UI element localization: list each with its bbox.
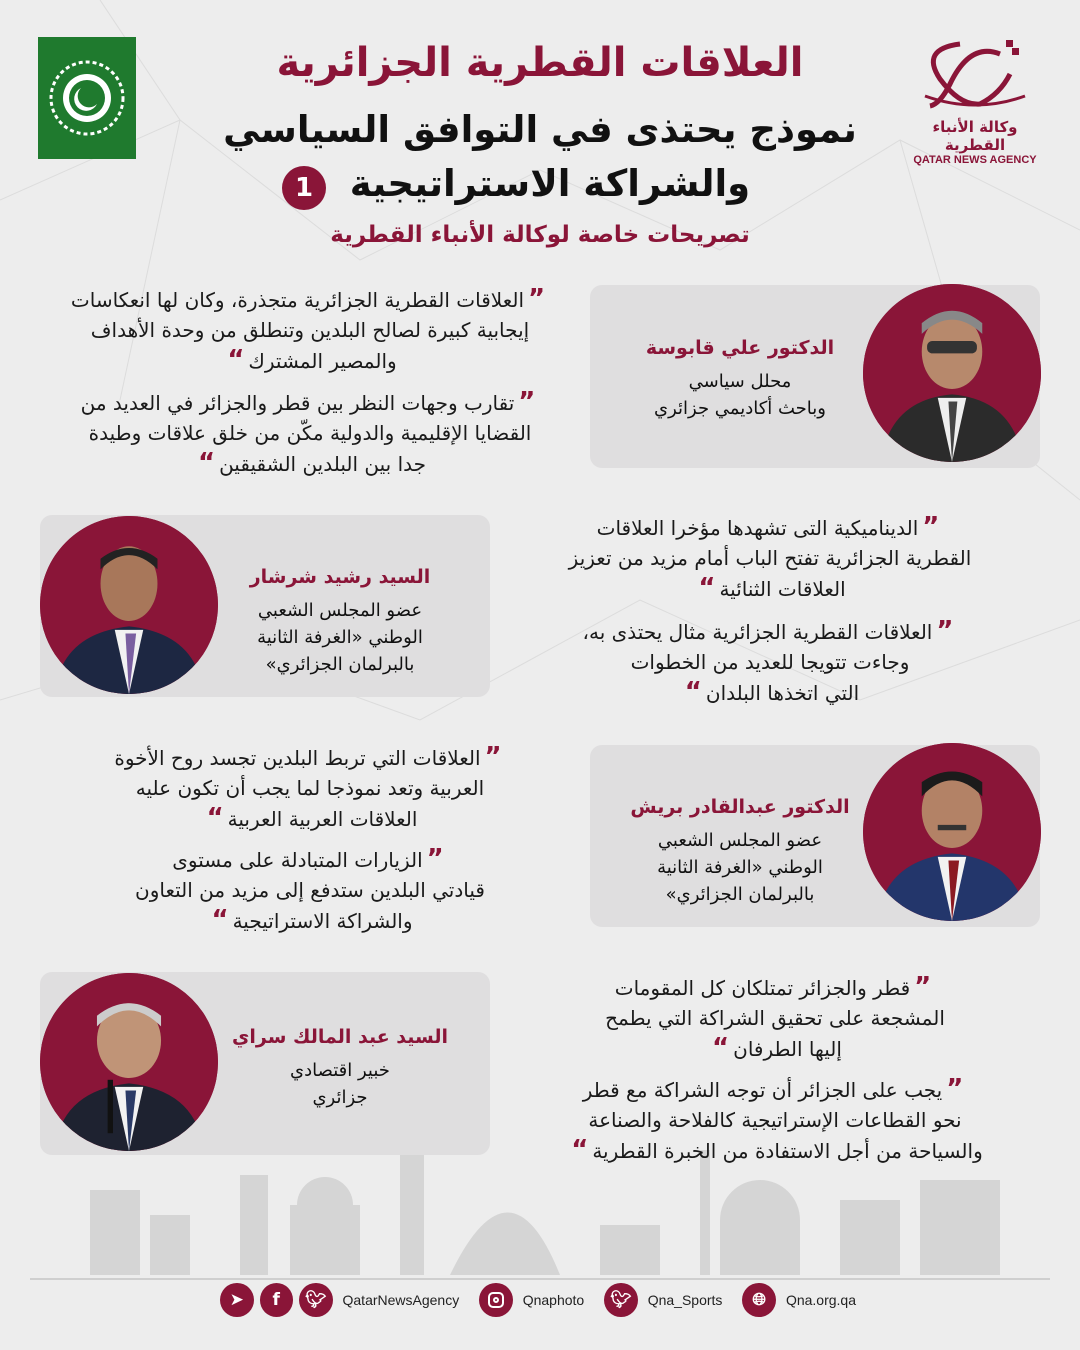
quote-line: العربية وتعد نموذجا لما يجب أن تكون عليه [135, 776, 485, 800]
quote-line: القطرية الجزائرية تفتح الباب أمام مزيد من تعزيز [568, 546, 972, 570]
qna-logo-english: QATAR NEWS AGENCY [913, 154, 1037, 166]
open-quote-mark: ” [518, 387, 536, 417]
person-role: خبير اقتصادي [290, 1060, 390, 1081]
quote-line: التي اتخذها البلدان [705, 681, 860, 705]
quote-line: والشراكة الاستراتيجية [232, 909, 413, 933]
quote [80, 742, 540, 834]
quote-line: المشجعة على تحقيق الشراكة التي يطمح [605, 1006, 945, 1030]
avatar-sharshar [40, 516, 218, 694]
quote [530, 972, 1020, 1064]
quote-line: جدا بين البلدين الشقيقين [219, 452, 427, 476]
close-quote-mark: “ [211, 905, 229, 935]
person-roles [610, 368, 870, 422]
quote-line: قطر والجزائر تمتلكان كل المقومات [614, 976, 911, 1000]
quote-line: العلاقات التي تربط البلدين تجسد روح الأخوة [114, 746, 481, 770]
quote-line: والمصير المشترك [248, 349, 397, 373]
open-quote-mark: ” [946, 1074, 964, 1104]
quote-line: العلاقات القطرية الجزائرية متجذرة، وكان لها انعكاسات [70, 288, 524, 312]
quote-line: العلاقات القطرية الجزائرية مثال يحتذى به، [582, 620, 933, 644]
open-quote-mark: ” [922, 512, 940, 542]
quote-line: قيادتي البلدين ستدفع إلى مزيد من التعاون [135, 878, 485, 902]
telegram-icon[interactable]: ➤ [220, 1283, 254, 1317]
quote [30, 284, 590, 376]
person-role: الوطني «الغرفة الثانية [657, 857, 823, 878]
quote-line: العلاقات الثنائية [719, 577, 846, 601]
quote-line: يجب على الجزائر أن توجه الشراكة مع قطر [582, 1078, 943, 1102]
close-quote-mark: “ [684, 677, 702, 707]
person-role: الوطني «الغرفة الثانية [257, 627, 423, 648]
social-handle-photo[interactable]: Qnaphoto [522, 1292, 585, 1308]
person-name: السيد عبد المالك سراي [231, 1026, 449, 1048]
person-name: السيد رشيد شرشار [249, 566, 431, 588]
emblem-icon [47, 58, 127, 138]
quote [530, 1074, 1020, 1166]
person-role: عضو المجلس الشعبي [657, 830, 823, 851]
quote-line: الزيارات المتبادلة على مستوى [172, 848, 423, 872]
quote [80, 844, 540, 936]
quote-line: إيجابية كبيرة لصالح البلدين وتنطلق من وحدة الأهداف [90, 318, 530, 342]
twitter-sports-icon[interactable]: 🐦︎ [604, 1283, 638, 1317]
part-number-badge: 1 [282, 166, 326, 210]
page-subtitle: تصريحات خاصة لوكالة الأنباء القطرية [330, 222, 750, 248]
person-role: وباحث أكاديمي جزائري [653, 398, 826, 419]
page-title: العلاقات القطرية الجزائرية [276, 40, 804, 86]
qna-logo [900, 34, 1050, 166]
person-role: عضو المجلس الشعبي [257, 600, 423, 621]
headline-line-1: نموذج يحتذى في التوافق السياسي [223, 108, 857, 151]
close-quote-mark: “ [227, 345, 245, 375]
quote-line: إليها الطرفان [733, 1037, 842, 1061]
person-name: الدكتور علي قابوسة [645, 337, 835, 359]
globe-icon[interactable]: 🌐︎ [742, 1283, 776, 1317]
person-roles [610, 827, 870, 908]
quote-line: تقارب وجهات النظر بين قطر والجزائر في العديد من [80, 391, 515, 415]
arab-league-emblem [38, 37, 136, 159]
avatar-brish [863, 743, 1041, 921]
person-role: بالبرلمان الجزائري» [265, 654, 415, 675]
quote-line: العلاقات العربية العربية [227, 807, 418, 831]
open-quote-mark: ” [914, 972, 932, 1002]
person-role: محلل سياسي [688, 371, 792, 392]
open-quote-mark: ” [426, 844, 444, 874]
quote-line: نحو القطاعات الإستراتيجية كالفلاحة والصناعة [588, 1108, 962, 1132]
qna-logo-arabic: وكالة الأنباء القطرية [932, 118, 1018, 154]
quote [540, 512, 1000, 604]
avatar-saray [40, 973, 218, 1151]
close-quote-mark: “ [197, 448, 216, 478]
headline-line-2: والشراكة الاستراتيجية [349, 162, 751, 205]
quote [30, 387, 590, 479]
close-quote-mark: “ [206, 803, 224, 833]
social-footer [220, 1283, 870, 1317]
close-quote-mark: “ [571, 1135, 589, 1165]
open-quote-mark: ” [936, 616, 954, 646]
quote-line: والسياحة من أجل الاستفادة من الخبرة القطرية [592, 1139, 983, 1163]
social-handle-sports[interactable]: Qna_Sports [647, 1292, 723, 1308]
quote-line: وجاءت تتويجا للعديد من الخطوات [630, 650, 910, 674]
quote [540, 616, 1000, 708]
website-link[interactable]: Qna.org.qa [785, 1292, 856, 1308]
close-quote-mark: “ [712, 1033, 730, 1063]
open-quote-mark: ” [484, 742, 502, 772]
qna-logo-mark-icon [900, 34, 1050, 114]
quote-line: القضايا الإقليمية والدولية مكّن من خلق علاقات وطيدة [88, 421, 532, 445]
quote-line: الديناميكية التى تشهدها مؤخرا العلاقات [596, 516, 919, 540]
instagram-icon[interactable] [479, 1283, 513, 1317]
person-role: بالبرلمان الجزائري» [665, 884, 815, 905]
facebook-icon[interactable]: f [260, 1283, 294, 1317]
twitter-icon[interactable]: 🐦︎ [299, 1283, 333, 1317]
person-roles [210, 1057, 470, 1111]
person-name: الدكتور عبدالقادر بريش [630, 796, 850, 818]
close-quote-mark: “ [698, 573, 716, 603]
person-role: جزائري [312, 1087, 368, 1108]
person-roles [210, 597, 470, 678]
social-handle-main[interactable]: QatarNewsAgency [342, 1292, 460, 1308]
avatar-qabousa [863, 284, 1041, 462]
open-quote-mark: ” [528, 284, 546, 314]
